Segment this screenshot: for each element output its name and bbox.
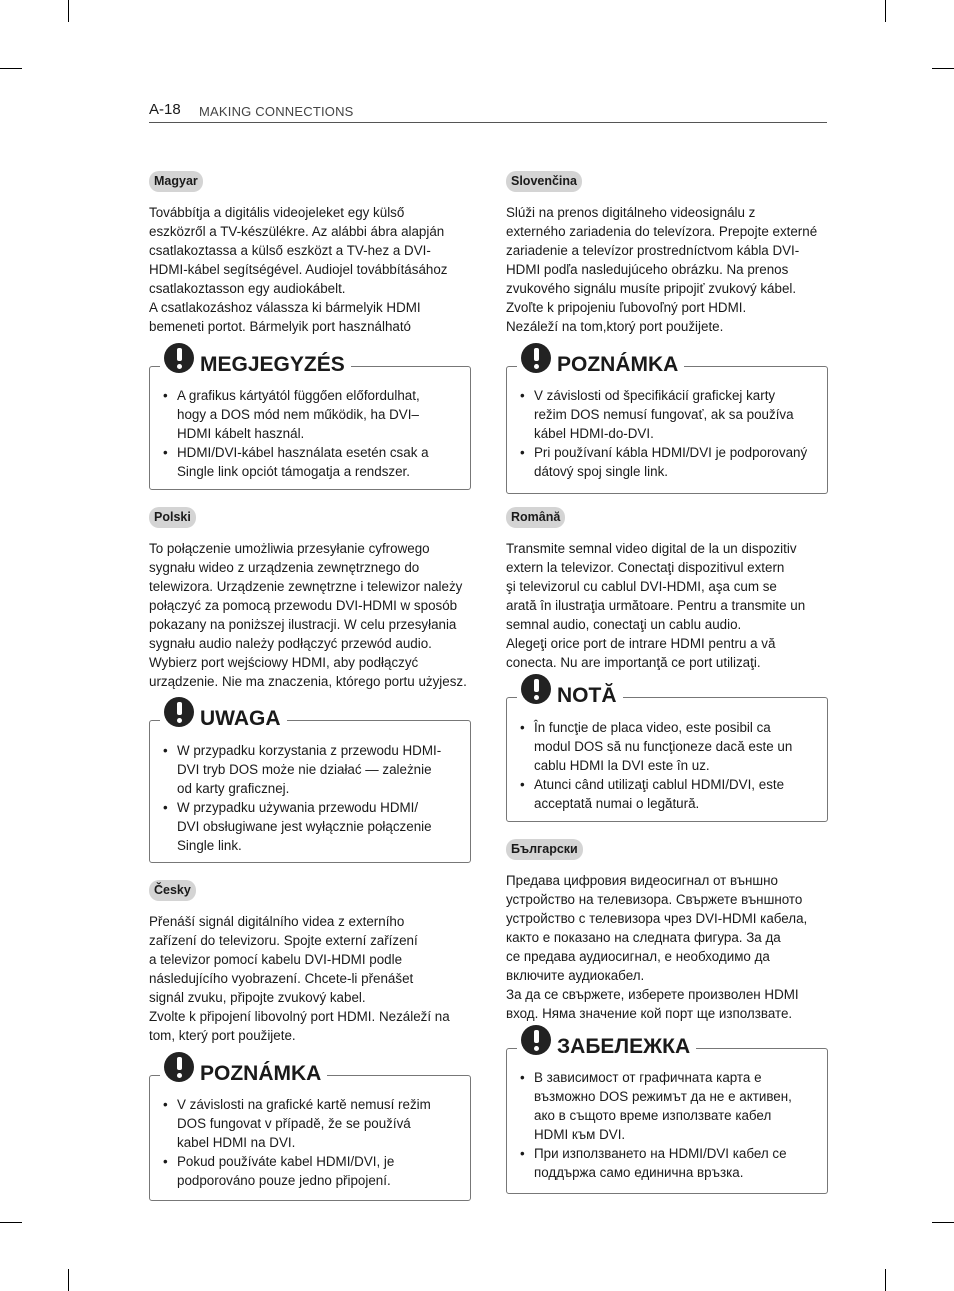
note-item: • În funcţie de placa video, este posibil ca modul DOS să nu funcţioneze dacă este un cablu HDMI la DVI este în uz. [520,718,819,775]
language-label: Български [506,839,583,860]
note-title: ЗАБЕЛЕЖКА [557,1035,691,1058]
note-title: NOTĂ [557,684,617,707]
note-header [160,695,287,731]
exclamation-icon [164,343,194,373]
section-slovencina [506,171,828,336]
note-list [520,386,819,481]
section-text: Transmite semnal video digital de la un dispozitiv extern la televizor. Conectaţi dispozitivul extern şi televizorul cu cablul DVI-HDMI, aşa cum se arată în ilustraţia următoare. Pentru a transmite un semnal audio, conectaţi un cablu audio. Alegeţi orice port de intrare HDMI pentru a vă conecta. Nu are importanţă ce port utilizaţi. [506,541,806,670]
note-item: • Pri používaní kábla HDMI/DVI je podporovaný dátový spoj single link. [520,443,819,481]
section-text: To połączenie umożliwia przesyłanie cyfrowego sygnału wideo z urządzenia zewnętrznego do telewizora. Urządzenie zewnętrzne i telewizor należy połączyć za pomocą przewodu DVI-HDMI w sposób pokazany na poniższej ilustracji. W celu przesyłania sygnału audio należy podłączyć przewód audio. Wybierz port wejściowy HDMI, aby podłączyć urządzenie. Nie ma znaczenia, którego portu użyjesz. [149,541,467,689]
crop-mark [932,1222,954,1223]
exclamation-icon [521,343,551,373]
note-box [149,707,471,863]
note-item: • V závislosti na grafické kartě nemusí režim DOS fungovat v případě, že se používá kabel HDMI na DVI. [163,1095,462,1152]
note-item: • Atunci când utilizaţi cablul HDMI/DVI, este acceptată numai o legătură. [520,775,819,813]
note-box [149,1062,471,1201]
crop-mark [932,68,954,69]
note-item: • HDMI/DVI-kábel használata esetén csak a Single link opciót támogatja a rendszer. [163,443,462,481]
language-label: Magyar [149,171,203,192]
note-list [520,718,819,813]
exclamation-icon [521,674,551,704]
note-item: • W przypadku korzystania z przewodu HDMI- DVI tryb DOS może nie działać — zależnie od karty graficznej. [163,741,462,798]
note-box [506,684,828,822]
language-label: Česky [149,880,196,901]
note-title: POZNÁMKA [200,1062,322,1085]
note-item: • W przypadku używania przewodu HDMI/ DVI obsługiwane jest wyłącznie połączenie Single link. [163,798,462,855]
crop-mark [0,1222,22,1223]
note-list [163,386,462,481]
note-header [517,1023,696,1059]
section-romana [506,507,828,672]
section-balgarski [506,839,828,1023]
note-box [149,353,471,490]
exclamation-icon [164,1052,194,1082]
exclamation-icon [164,697,194,727]
page-number: A-18 [149,101,181,118]
section-text: Slúži na prenos digitálneho videosignálu z externého zariadenia do televízora. Prepojte externé zariadenie a televízor prostredníctvom kábla DVI- HDMI podľa nasledujúceho obrázku. Na prenos zvukového signálu musíte pripojiť zvukový kábel. Zvoľte k pripojeniu ľubovoľný port HDMI. Nezáleží na tom,ktorý port použijete. [506,205,818,334]
section-polski [149,507,471,691]
note-title: UWAGA [200,707,281,730]
note-list [163,1095,462,1190]
section-cesky [149,880,471,1045]
note-header [517,341,684,377]
note-item: • При използването на HDMI/DVI кабел се поддържа само единична връзка. [520,1144,819,1182]
note-title: POZNÁMKA [557,353,679,376]
crop-mark [885,0,886,22]
crop-mark [885,1269,886,1291]
page-header [149,100,827,123]
crop-mark [0,68,22,69]
section-text: Предава цифровия видеосигнал от външно устройство на телевизора. Свържете външното устройство с телевизора чрез DVI-HDMI кабела, както е показано на следната фигура. За да се предава аудиосигнал, е необходимо да включите аудиокабел. За да се свържете, изберете произволен HDMI вход. Няма значение кой порт ще използвате. [506,873,808,1021]
note-header [517,672,623,708]
note-item: • V závislosti od špecifikácií grafickej karty režim DOS nemusí fungovať, ak sa používa kábel HDMI-do-DVI. [520,386,819,443]
crop-mark [68,1269,69,1291]
exclamation-icon [521,1025,551,1055]
language-label: Slovenčina [506,171,582,192]
section-text: Továbbítja a digitális videojeleket egy külső eszközről a TV-készülékre. Az alábbi ábra alapján csatlakoztassa a külső eszközt a TV-hez a DVI- HDMI-kábel segítségével. Audiojel továbbításához csatlakoztasson egy audiokábelt. A csatlakozáshoz válassza ki bármelyik HDMI bemeneti portot. Bármelyik port használható [149,205,448,334]
note-header [160,1050,327,1086]
language-label: Polski [149,507,196,528]
note-item: • В зависимост от графичната карта е възможно DOS режимът да не е активен, ако в същото време използвате кабел HDMI към DVI. [520,1068,819,1144]
section-text: Přenáší signál digitálního videa z externího zařízení do televizoru. Spojte externí zařízení a televizor pomocí kabelu DVI-HDMI podle následujícího vyobrazení. Chcete-li přenášet signál zvuku, připojte zvukový kabel. Zvolte k připojení libovolný port HDMI. Nezáleží na tom, který port použijete. [149,914,450,1043]
note-title: MEGJEGYZÉS [200,353,345,376]
note-box [506,353,828,494]
note-item: • A grafikus kártyától függően előfordulhat, hogy a DOS mód nem működik, ha DVI– HDMI kábelt használ. [163,386,462,443]
note-box [506,1035,828,1194]
crop-mark [68,0,69,22]
note-header [160,341,351,377]
section-title: MAKING CONNECTIONS [199,104,354,119]
note-item: • Pokud používáte kabel HDMI/DVI, je podporováno pouze jedno připojení. [163,1152,462,1190]
note-list [520,1068,819,1182]
section-magyar [149,171,471,336]
note-list [163,741,462,855]
language-label: Română [506,507,565,528]
